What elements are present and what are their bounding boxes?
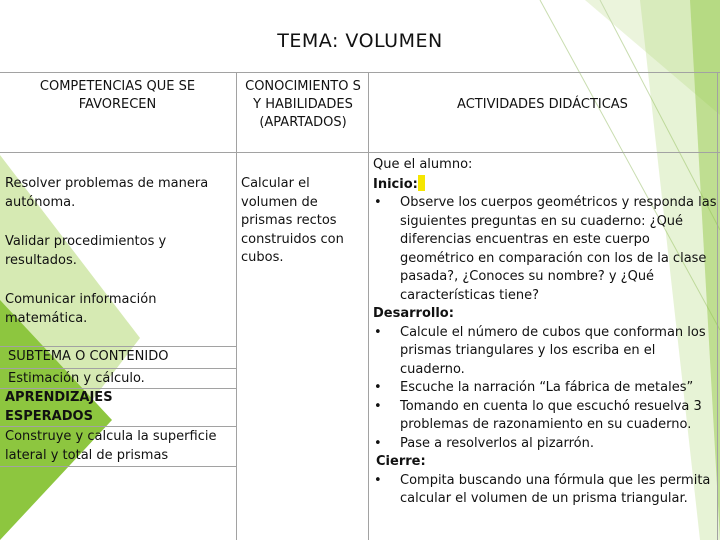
aprendizajes-label-line1: APRENDIZAJES xyxy=(5,390,113,405)
cierre-list xyxy=(373,472,717,509)
aprendizajes-label xyxy=(5,389,233,426)
header-actividades: ACTIVIDADES DIDÁCTICAS xyxy=(457,97,628,112)
list-item: • Pase a resolverlos al pizarrón. xyxy=(373,435,717,454)
cierre-label: Cierre: xyxy=(376,454,426,469)
aprendizajes-label-line2: ESPERADOS xyxy=(5,408,93,424)
list-item: • Tomando en cuenta lo que escuchó resuelva 3 problemas de razonamiento en su cuaderno. xyxy=(373,398,717,435)
aprendizajes-value: Construye y calcula la superficie lateral y total de prismas xyxy=(5,429,217,463)
competencia-item: Comunicar información matemática. xyxy=(5,292,157,326)
desarrollo-list xyxy=(373,324,717,454)
list-item: • Calcule el número de cubos que conforman los prismas triangulares y los escriba en el cuaderno. xyxy=(373,324,717,380)
subtema-value: Estimación y cálculo. xyxy=(8,371,145,386)
actividades-intro: Que el alumno: xyxy=(373,157,473,172)
actividades-content xyxy=(373,156,717,509)
subtema-label: SUBTEMA O CONTENIDO xyxy=(8,349,169,364)
page-title: TEMA: VOLUMEN xyxy=(277,30,443,52)
inicio-heading xyxy=(373,175,717,195)
list-item: • Escuche la narración “La fábrica de metales” xyxy=(373,379,717,398)
competencia-item: Resolver problemas de manera autónoma. xyxy=(5,176,209,210)
header-conocimientos: CONOCIMIENTO S Y HABILIDADES (APARTADOS) xyxy=(245,79,361,130)
inicio-label: Inicio: xyxy=(373,176,418,192)
competencia-item: Validar procedimientos y resultados. xyxy=(5,234,167,268)
list-item: • Observe los cuerpos geométricos y responda las siguientes preguntas en su cuaderno: ¿Qué diferencias encuentras en este cuerpo geométrico en comparación con los de la clase pasada?, ¿Conoces su nombre? y ¿Qué características tiene? xyxy=(373,194,717,305)
conocimiento-text: Calcular el volumen de prismas rectos construidos con cubos. xyxy=(241,176,344,265)
list-item: • Compita buscando una fórmula que les permita calcular el volumen de un prisma triangular. xyxy=(373,472,717,509)
highlight-mark xyxy=(418,175,425,191)
inicio-list xyxy=(373,194,717,305)
desarrollo-label: Desarrollo: xyxy=(373,306,454,321)
header-competencias: COMPETENCIAS QUE SE FAVORECEN xyxy=(39,79,196,112)
